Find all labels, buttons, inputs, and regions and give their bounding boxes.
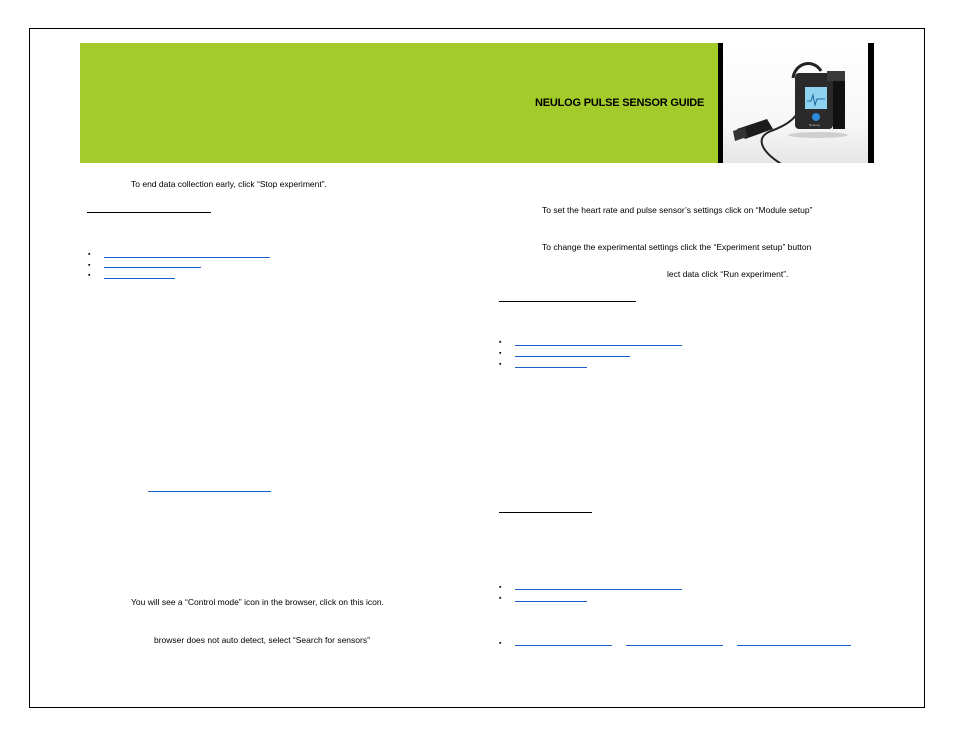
control-mode-text: You will see a “Control mode” icon in the browser, click on this icon.	[131, 597, 384, 607]
link-item[interactable]	[104, 267, 201, 268]
bullet: ▪	[499, 339, 502, 346]
sensor-photo-background	[723, 43, 868, 163]
link-item[interactable]	[515, 589, 682, 590]
bullet: ▪	[88, 262, 91, 269]
bullet: ▪	[499, 584, 502, 591]
link-item[interactable]	[148, 491, 271, 492]
link-item[interactable]	[515, 645, 612, 646]
bullet: ▪	[88, 272, 91, 279]
link-item[interactable]	[515, 601, 587, 602]
pulse-sensor-image	[723, 43, 868, 163]
search-sensors-text: browser does not auto detect, select “Search for sensors”	[154, 635, 370, 645]
section-heading-underline	[499, 301, 636, 302]
guide-title: NEULOG PULSE SENSOR GUIDE	[535, 97, 705, 109]
sensor-photo	[718, 43, 874, 163]
svg-text:NeuLog: NeuLog	[809, 123, 820, 127]
link-item[interactable]	[626, 645, 723, 646]
bullet: ▪	[499, 595, 502, 602]
link-item[interactable]	[515, 345, 682, 346]
link-item[interactable]	[104, 278, 175, 279]
link-item[interactable]	[737, 645, 851, 646]
bullet: ▪	[499, 361, 502, 368]
section-heading-underline	[499, 512, 592, 513]
bullet: ▪	[88, 251, 91, 258]
bullet: ▪	[499, 350, 502, 357]
experiment-setup-text: To change the experimental settings click the “Experiment setup” button	[542, 242, 812, 252]
stop-experiment-text: To end data collection early, click “Stop experiment”.	[131, 179, 327, 189]
link-item[interactable]	[104, 257, 270, 258]
bullet: ▪	[499, 640, 502, 647]
module-setup-text: To set the heart rate and pulse sensor’s settings click on “Module setup”	[542, 205, 813, 215]
link-item[interactable]	[515, 367, 587, 368]
link-item[interactable]	[515, 356, 630, 357]
run-experiment-text: lect data click “Run experiment”.	[667, 269, 789, 279]
section-heading-underline	[87, 212, 211, 213]
